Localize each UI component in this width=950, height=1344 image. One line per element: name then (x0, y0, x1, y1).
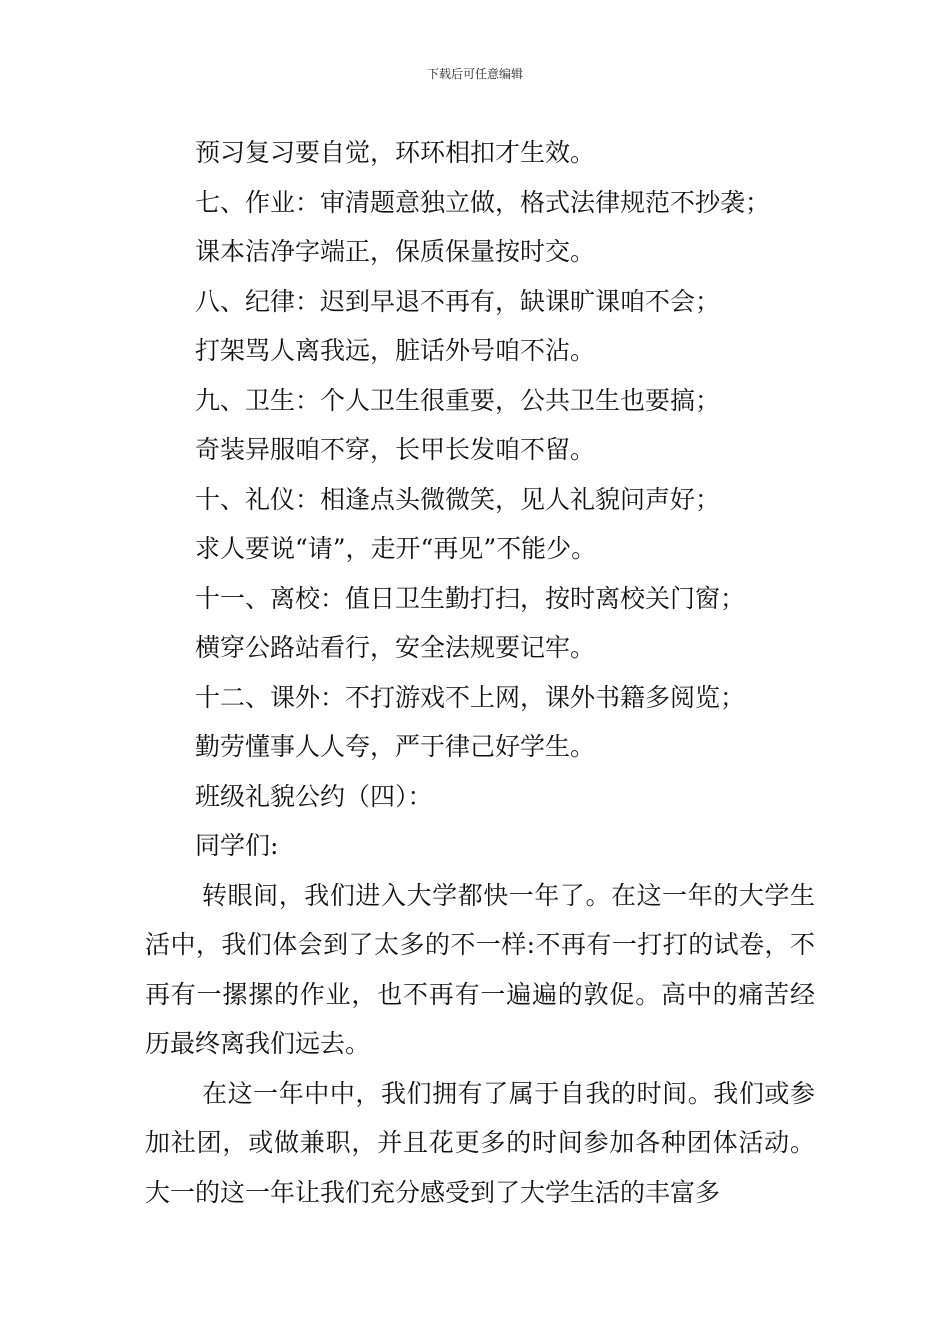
text-line: 预习复习要自觉，环环相扣才生效。 (195, 138, 596, 167)
text-line: 打架骂人离我远，脏话外号咱不沾。 (195, 336, 596, 365)
salutation: 同学们: (195, 831, 279, 860)
body-paragraph: 转眼间，我们进入大学都快一年了。在这一年的大学生活中，我们体会到了太多的不一样:不再有一打打的试卷，不再有一摞摞的作业，也不再有一遍遍的敦促。高中的痛苦经历最终离我们远去。 (145, 880, 815, 1058)
rule-extracurricular: 十二、课外：不打游戏不上网，课外书籍多阅览； (195, 682, 746, 712)
body-paragraph: 在这一年中中，我们拥有了属于自我的时间。我们或参加社团，或做兼职，并且花更多的时间参加各种团体活动。大一的这一年让我们充分感受到了大学生活的丰富多 (145, 1078, 815, 1207)
document-body (145, 128, 815, 1217)
rule-etiquette: 十、礼仪：相逢点头微微笑，见人礼貌问声好； (195, 484, 721, 514)
page-header-note: 下载后可任意编辑 (426, 67, 523, 81)
text-line: 横穿公路站看行，安全法规要记牢。 (195, 633, 596, 662)
rule-leaving-school: 十一、离校：值日卫生勤打扫，按时离校关门窗； (195, 583, 746, 613)
text-line: 求人要说“请”，走开“再见”不能少。 (195, 534, 597, 563)
section-title: 班级礼貌公约（四）： (195, 781, 433, 811)
text-line: 课本洁净字端正，保质保量按时交。 (195, 237, 596, 266)
rule-discipline: 八、纪律：迟到早退不再有，缺课旷课咱不会； (195, 286, 721, 316)
rule-homework: 七、作业：审清题意独立做，格式法律规范不抄袭； (195, 187, 771, 217)
rule-hygiene: 九、卫生：个人卫生很重要，公共卫生也要搞； (195, 385, 721, 415)
text-line: 勤劳懂事人人夸，严于律己好学生。 (195, 732, 596, 761)
text-line: 奇装异服咱不穿，长甲长发咱不留。 (195, 435, 596, 464)
